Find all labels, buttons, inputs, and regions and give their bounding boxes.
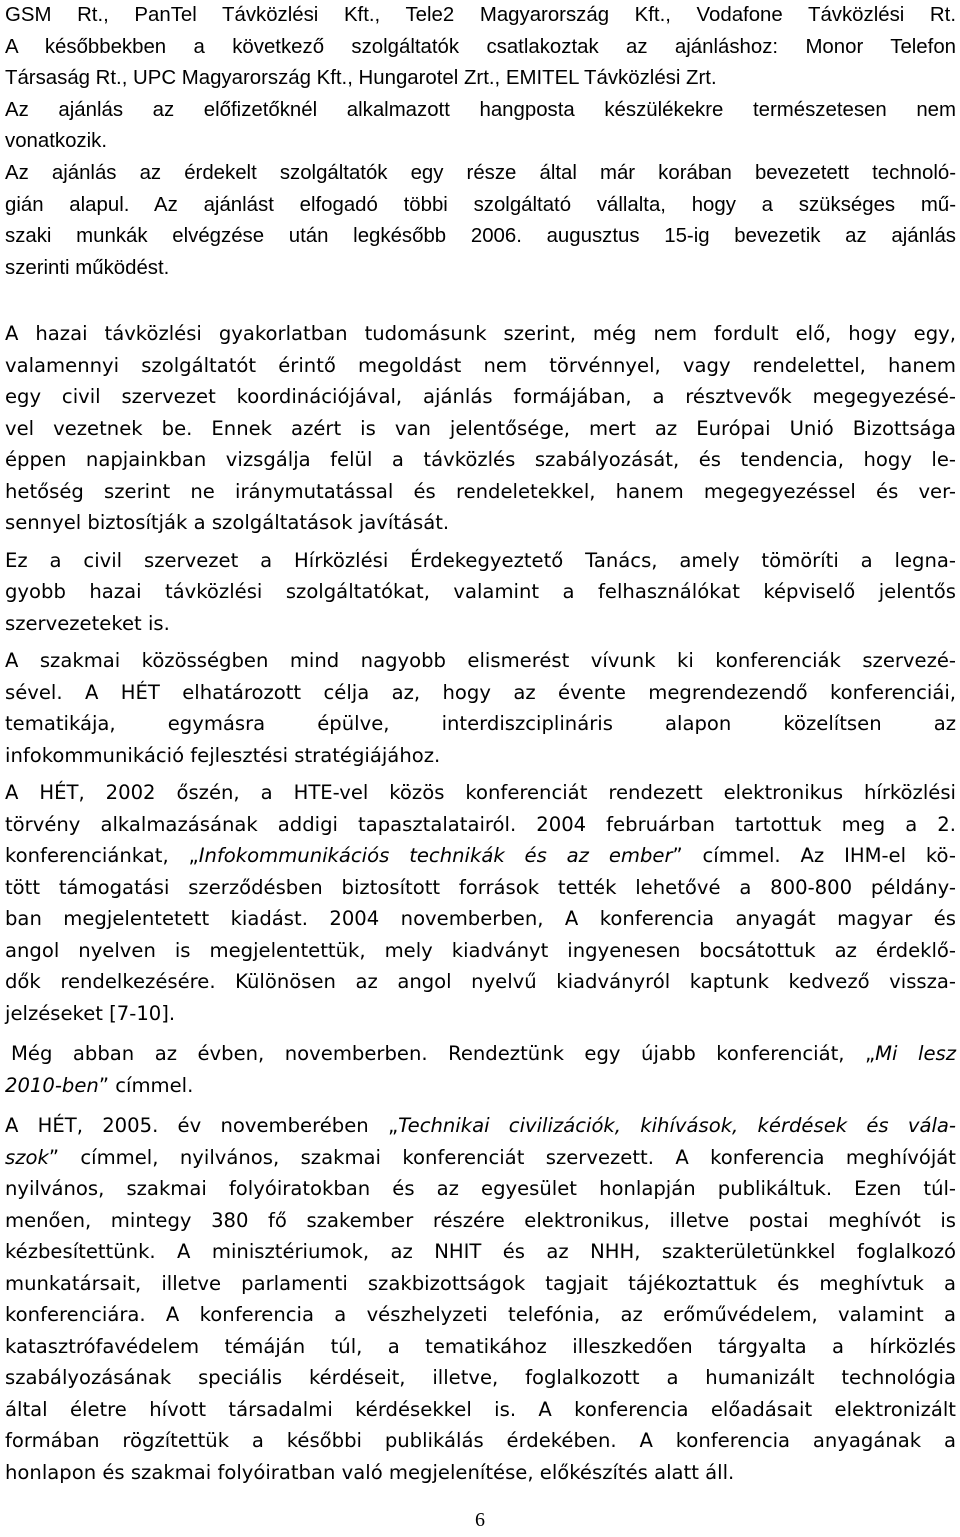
text-line: vonatkozik. bbox=[5, 130, 108, 153]
text-line: konferenciára. A konferencia a vészhelyzeti telefónia, az erőművédelem, valamint a bbox=[5, 1303, 956, 1326]
text-line: jelzéseket [7-10]. bbox=[5, 1001, 176, 1025]
text-line: angol nyelven is megjelentettük, mely kiadványt ingyenesen bocsátottuk az érdeklő- bbox=[5, 938, 956, 962]
text-line bbox=[5, 1110, 956, 1142]
paragraph-domestic-practice bbox=[5, 318, 956, 539]
text-line: valamennyi szolgáltatót érintő megoldást nem törvénnyel, vagy rendelettel, hanem bbox=[5, 353, 956, 377]
text-line: tematikája, egymásra épülve, interdiszciplináris alapon közelítsen az bbox=[5, 712, 956, 735]
text-line: kézbesítettünk. A minisztériumok, az NHIT és az NHH, szakterületünkkel foglalkozó bbox=[5, 1240, 956, 1263]
text-line: szabályozásának speciális kérdéseit, illetve, foglalkozott a humanizált technológia bbox=[5, 1366, 956, 1389]
text-line: A hazai távközlési gyakorlatban tudomásunk szerint, még nem fordult elő, hogy egy, bbox=[5, 322, 956, 345]
text-line bbox=[5, 1142, 956, 1174]
text-line: által életre hívott társadalmi kérdésekkel is. A konferencia előadásait elektronizált bbox=[5, 1397, 956, 1421]
text-line: szervezeteket is. bbox=[5, 611, 170, 635]
text-line: Az ajánlás az előfizetőknél alkalmazott hangposta készülékekre természetesen nem bbox=[5, 98, 956, 121]
text-line: dők rendelkezésére. Különösen az angol nyelvű kiadványról kaptunk kedvező vissza- bbox=[5, 970, 956, 993]
text-line: sennyel biztosítják a szolgáltatások javítását. bbox=[5, 511, 450, 534]
text-line: Ez a civil szervezet a Hírközlési Érdekegyeztető Tanács, amely tömöríti a legna- bbox=[5, 548, 956, 572]
text-line: A HÉT, 2002 őszén, a HTE-vel közös konferenciát rendezett elektronikus hírközlési bbox=[5, 781, 956, 804]
text-line bbox=[5, 1070, 956, 1102]
text-line: egy civil szervezet koordinációjával, ajánlás formájában, a résztvevők megegyezésé- bbox=[5, 385, 956, 408]
paragraph-het-council bbox=[5, 545, 956, 640]
text-line: szerinti működést. bbox=[5, 256, 170, 279]
paragraph-conferences bbox=[5, 645, 956, 771]
text-line: ban megjelentetett kiadást. 2004 novemberben, A konferencia anyagát magyar és bbox=[5, 907, 956, 930]
text-line: sével. A HÉT elhatározott célja az, hogy az évente megrendezendő konferenciái, bbox=[5, 680, 956, 704]
text-line: Az ajánlás az érdekelt szolgáltatók egy része által már korában bevezetett technoló- bbox=[5, 161, 956, 184]
text-line bbox=[5, 840, 956, 872]
text-segment: A HÉT, 2005. év novemberében „ bbox=[5, 1114, 399, 1137]
text-line: éppen napjainkban vizsgálja felül a távközlés szabályozását, és tendencia, hogy le- bbox=[5, 448, 956, 471]
text-line: A későbbekben a következő szolgáltatók csatlakoztak az ajánláshoz: Monor Telefon bbox=[5, 35, 956, 58]
text-line: menően, mintegy 380 fő szakember részére elektronikus, illetve postai meghívót is bbox=[5, 1208, 956, 1232]
conference-title: Mi lesz bbox=[875, 1042, 956, 1065]
text-line: hetőség szerint ne iránymutatással és rendeletekkel, hanem megegyezéssel és ver- bbox=[5, 479, 956, 503]
paragraph-providers bbox=[5, 0, 956, 95]
text-line: szaki munkák elvégzése után legkésőbb 2006. augusztus 15-ig bevezetik az ajánlás bbox=[5, 225, 956, 248]
text-line: tött támogatási szerződésben biztosított források tették lehetővé a 800-800 példány- bbox=[5, 875, 956, 899]
text-line: gyobb hazai távközlési szolgáltatókat, valamint a felhasználókat képviselő jelentős bbox=[5, 580, 956, 603]
paragraph-2010 bbox=[5, 1038, 956, 1101]
paragraph-2002-2004 bbox=[5, 777, 956, 1029]
text-line: munkatársait, illetve parlamenti szakbizottságok tagjait tájékoztattuk és meghívtuk a bbox=[5, 1271, 956, 1295]
text-line: Társaság Rt., UPC Magyarország Kft., Hungarotel Zrt., EMITEL Távközlési Zrt. bbox=[5, 67, 717, 90]
paragraph-2005 bbox=[5, 1110, 956, 1488]
text-line: törvény alkalmazásának addigi tapasztalatairól. 2004 februárban tartottuk meg a 2. bbox=[5, 812, 956, 836]
paragraph-technology bbox=[5, 158, 956, 284]
text-segment: ” címmel, nyilvános, szakmai konferenciát szervezett. A konferencia meghívóját bbox=[48, 1145, 956, 1169]
conference-title: Infokommunikációs technikák és az ember bbox=[198, 844, 673, 867]
text-line bbox=[11, 1038, 956, 1070]
paragraph-voicemail bbox=[5, 95, 956, 158]
text-segment: ” címmel. Az IHM-el kö- bbox=[672, 844, 956, 867]
main-text-block bbox=[5, 318, 956, 1488]
text-line: formában rögzítettük a későbbi publikálás érdekében. A konferencia anyagának a bbox=[5, 1429, 956, 1452]
conference-title: 2010-ben bbox=[5, 1073, 99, 1097]
text-line: A szakmai közösségben mind nagyobb elismerést vívunk ki konferenciák szervezé- bbox=[5, 649, 956, 672]
text-segment: Még abban az évben, novemberben. Rendeztünk egy újabb konferenciát, „ bbox=[11, 1042, 876, 1065]
text-line: GSM Rt., PanTel Távközlési Kft., Tele2 Magyarország Kft., Vodafone Távközlési Rt. bbox=[5, 4, 956, 26]
page-number: 6 bbox=[475, 1509, 485, 1531]
conference-title: Technikai civilizációk, kihívások, kérdések és vála- bbox=[398, 1114, 956, 1137]
conference-title: szok bbox=[5, 1145, 49, 1169]
text-line: infokommunikáció fejlesztési stratégiájához. bbox=[5, 743, 441, 767]
text-line: vel vezetnek be. Ennek azért is van jelentősége, mert az Európai Unió Bizottsága bbox=[5, 416, 956, 440]
text-line: nyilvános, szakmai folyóiratokban és az egyesület honlapján publikáltuk. Ezen túl- bbox=[5, 1177, 956, 1200]
text-line: honlapon és szakmai folyóiratban való megjelenítése, előkészítés alatt áll. bbox=[5, 1460, 735, 1484]
top-text-block bbox=[5, 0, 956, 284]
text-segment: ” címmel. bbox=[98, 1073, 194, 1097]
text-segment: konferenciánkat, „ bbox=[5, 844, 199, 867]
text-line: katasztrófavédelem témáján túl, a tematikához illeszkedően tárgyalta a hírközlés bbox=[5, 1334, 956, 1358]
text-line: gián alapul. Az ajánlást elfogadó többi szolgáltató vállalta, hogy a szükséges mű- bbox=[5, 193, 956, 216]
